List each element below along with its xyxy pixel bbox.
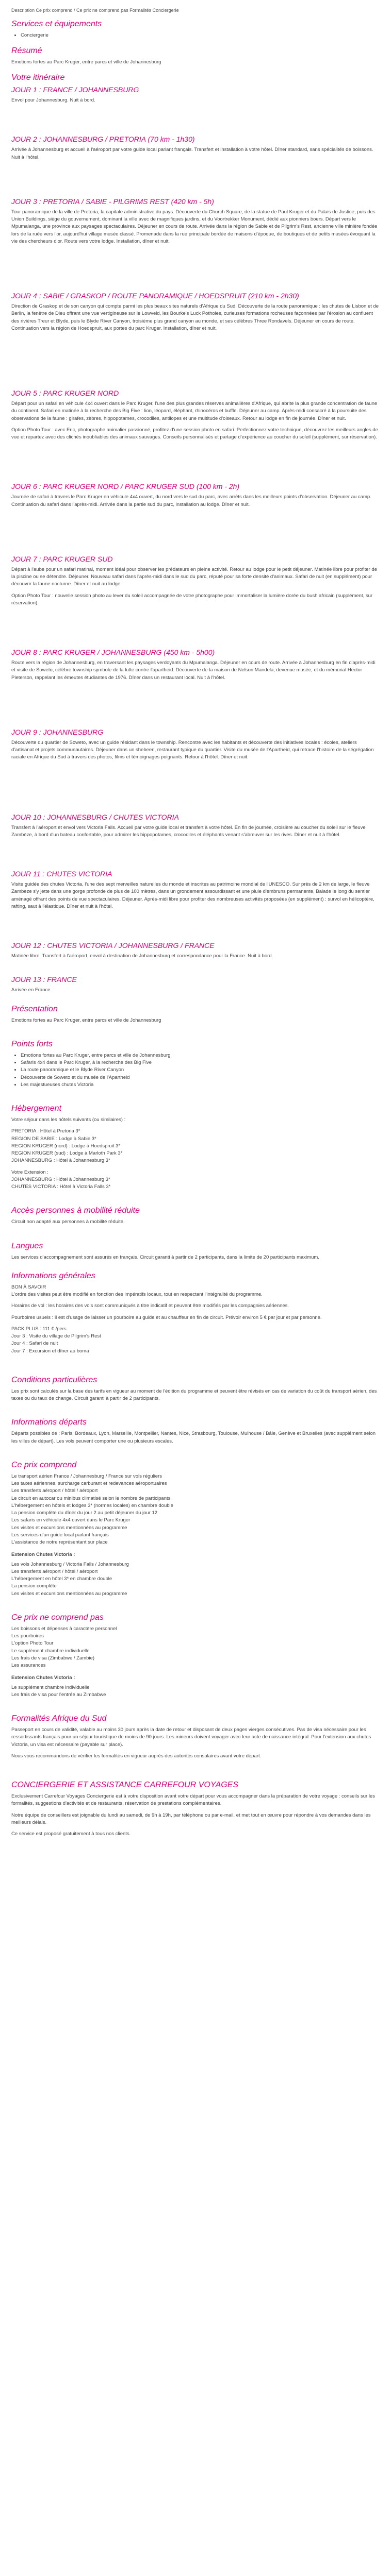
- include-line: Les visites et excursions mentionnées au programme: [11, 1524, 127, 1531]
- exclude-line: Les boissons et dépenses à caractère personnel: [11, 1625, 117, 1632]
- services-list: [11, 32, 380, 39]
- day-title: JOUR 3 : PRETORIA / SABIE - PILGRIMS REST (420 km - 5h): [11, 197, 214, 206]
- info-line: PACK PLUS : 111 € /pers: [11, 1326, 67, 1332]
- day-text: Transfert à l'aéroport et envol vers Victoria Falls. Accueil par votre guide local et transfert à votre hôtel. En fin de journée, croisière au coucher du soleil sur le fleuve Zambèze, à bord d'un bateau confortable, pour admirer les hippopotames, crocodiles et éléphants venant s'abreuver sur les rives. Dîner et nuit à l'hôtel.: [11, 824, 366, 838]
- concierge-section: [11, 1781, 380, 1838]
- day-11: [11, 870, 380, 910]
- day-text: Arrivée en France.: [11, 987, 52, 993]
- hotel-line: REGION KRUGER (sud) : Lodge à Marloth Park 3*: [11, 1150, 123, 1156]
- info-line: Pourboires usuels : il est d'usage de laisser un pourboire au guide et au chauffeur en fin de circuit. Prévoir environ 5 € par jour et par personne.: [11, 1314, 322, 1320]
- exclude-line: Les assurances: [11, 1663, 46, 1668]
- list-item: • Emotions fortes au Parc Kruger, entre parcs et ville de Johannesburg: [21, 1052, 380, 1059]
- conditions-text: Les prix sont calculés sur la base des tarifs en vigueur au moment de l'édition du programme et peuvent être révisés en cas de variation du coût du transport aérien, des taxes ou du taux de change. Circuit garanti à partir de 2 participants.: [11, 1388, 377, 1401]
- conditions-section: [11, 1376, 380, 1403]
- info-line: Jour 3 : Visite du village de Pilgrim's Rest: [11, 1333, 101, 1339]
- presentation-section: [11, 1005, 380, 1024]
- list-item: • Conciergerie: [21, 32, 380, 39]
- includes-title: Ce prix comprend: [11, 1460, 77, 1469]
- include-line: Les services d'un guide local parlant français: [11, 1532, 109, 1538]
- ext-exclude-line: Les frais de visa pour l'entrée au Zimbabwe: [11, 1691, 106, 1698]
- include-line: L'assistance de notre représentant sur place: [11, 1539, 108, 1545]
- exclude-line: L'option Photo Tour: [11, 1640, 54, 1647]
- hotel-line: REGION DE SABIE : Lodge à Sabie 3*: [11, 1136, 96, 1142]
- formalities-text: Passeport en cours de validité, valable au moins 30 jours après la date de retour et disposant de deux pages vierges consécutives. Pas de visa nécessaire pour les ressortissants français pour un séjour touristique de moins de 90 jours. Les mineurs doivent voyager avec leur acte de naissance intégral. Pour l'extension aux chutes Victoria, un visa est nécessaire (payable sur place).: [11, 1727, 371, 1748]
- day-6: [11, 482, 380, 509]
- hotel-line: Votre Extension :: [11, 1169, 48, 1175]
- access-text: Circuit non adapté aux personnes à mobilité réduite.: [11, 1219, 125, 1225]
- info-line: Jour 7 : Excursion et dîner au boma: [11, 1348, 89, 1354]
- day-extra: Option Photo Tour : avec Eric, photographe animalier passionné, profitez d'une session photo en safari. Perfectionnez votre technique, découvrez les meilleurs angles de vue et repartez avec des clichés inoubliables des animaux sauvages. Conseils personnalisés et partage d'expérience au coucher du soleil (supplément, sur réservation).: [11, 427, 378, 440]
- day-title: JOUR 10 : JOHANNESBURG / CHUTES VICTORIA: [11, 812, 179, 821]
- day-3: [11, 197, 380, 245]
- include-line: Les safaris en véhicule 4x4 ouvert dans le Parc Kruger: [11, 1517, 131, 1523]
- hotel-line: REGION KRUGER (nord) : Lodge à Hoedspruit 3*: [11, 1143, 121, 1149]
- ext-excludes-title: Extension Chutes Victoria :: [11, 1675, 75, 1681]
- day-text: Départ à l'aube pour un safari matinal, moment idéal pour observer les prédateurs en pleine activité. Retour au lodge pour le petit déjeuner. Matinée libre pour profiter de la piscine ou se détendre. Déjeuner. Nouveau safari dans l'après-midi dans le sud du parc, réputé pour sa forte densité d'animaux. Safari de nuit (en supplément) pour découvrir la faune nocturne. Dîner et nuit au lodge.: [11, 566, 377, 587]
- day-10: [11, 813, 380, 839]
- day-12: [11, 941, 380, 960]
- list-item: • Découverte de Soweto et du musée de l'Apartheid: [21, 1074, 380, 1081]
- day-text: Tour panoramique de la ville de Pretoria, la capitale administrative du pays. Découverte du Church Square, de la statue de Paul Kruger et du Palais de Justice, puis des Union Buildings, siège du gouvernement, dominant la ville avec de magnifiques jardins, et du Voortrekker Monument, dédié aux pionniers boers. Départ vers le Mpumalanga, une province aux paysages spectaculaires. Déjeuner en cours de route. Arrivée dans la région de Sabie et de Pilgrim's Rest, ancienne ville minière fondée lors de la ruée vers l'or, aujourd'hui village musée classé. Promenade dans la rue principale bordée de maisons d'époque, de boutiques et de petits musées évoquant la vie des chercheurs d'or. Route vers votre lodge. Installation, dîner et nuit.: [11, 209, 378, 244]
- hotel-line: CHUTES VICTORIA : Hôtel à Victoria Falls 3*: [11, 1184, 111, 1190]
- languages-section: [11, 1242, 380, 1261]
- ext-exclude-line: Le supplément chambre individuelle: [11, 1684, 90, 1690]
- concierge-line: Notre équipe de conseillers est joignable du lundi au samedi, de 9h à 19h, par téléphone ou par e-mail, et met tout en œuvre pour répondre à vos demandes dans les meilleurs délais.: [11, 1812, 371, 1825]
- presentation-text: Emotions fortes au Parc Kruger, entre parcs et ville de Johannesburg: [11, 1017, 161, 1023]
- departures-section: [11, 1418, 380, 1445]
- points-section: [11, 1040, 380, 1089]
- languages-title: Langues: [11, 1241, 43, 1250]
- ext-include-line: La pension complète: [11, 1583, 57, 1589]
- departures-title: Informations départs: [11, 1418, 87, 1427]
- info-line: Horaires de vol : les horaires des vols sont communiqués à titre indicatif et peuvent être modifiés par les compagnies aériennes.: [11, 1303, 289, 1309]
- day-title: JOUR 4 : SABIE / GRASKOP / ROUTE PANORAMIQUE / HOEDSPRUIT (210 km - 2h30): [11, 292, 299, 300]
- ext-include-line: Les visites et excursions mentionnées au programme: [11, 1590, 127, 1597]
- day-title: JOUR 8 : PARC KRUGER / JOHANNESBURG (450 km - 5h00): [11, 648, 215, 656]
- day-title: JOUR 12 : CHUTES VICTORIA / JOHANNESBURG / FRANCE: [11, 941, 215, 950]
- day-1: [11, 86, 380, 104]
- include-line: L'hébergement en hôtels et lodges 3* (normes locales) en chambre double: [11, 1502, 173, 1509]
- points-list: [11, 1052, 380, 1089]
- day-title: JOUR 7 : PARC KRUGER SUD: [11, 554, 113, 563]
- day-title: JOUR 6 : PARC KRUGER NORD / PARC KRUGER SUD (100 km - 2h): [11, 482, 240, 491]
- day-title: JOUR 11 : CHUTES VICTORIA: [11, 870, 112, 878]
- include-line: Les taxes aériennes, surcharge carburant et redevances aéroportuaires: [11, 1481, 167, 1486]
- formalities-title: Formalités Afrique du Sud: [11, 1714, 107, 1723]
- concierge-title: CONCIERGERIE ET ASSISTANCE CARREFOUR VOYAGES: [11, 1781, 239, 1789]
- concierge-line: Ce service est proposé gratuitement à tous nos clients.: [11, 1831, 131, 1837]
- presentation-title: Présentation: [11, 1004, 58, 1013]
- day-title: JOUR 1 : FRANCE / JOHANNESBURG: [11, 86, 139, 94]
- languages-text: Les services d'accompagnement sont assurés en français. Circuit garanti à partir de 2 participants, dans la limite de 20 participants maximum.: [11, 1254, 319, 1260]
- itinerary-section: [11, 73, 380, 994]
- conditions-title: Conditions particulières: [11, 1375, 97, 1384]
- day-text: Journée de safari à travers le Parc Kruger en véhicule 4x4 ouvert, du nord vers le sud du parc, avec arrêts dans les meilleurs points d'observation. Déjeuner au camp. Continuation du safari dans l'après-midi. Arrivée dans la partie sud du parc, installation au lodge. Dîner et nuit.: [11, 494, 371, 507]
- list-item: • Safaris 4x4 dans le Parc Kruger, à la recherche des Big Five: [21, 1059, 380, 1066]
- hotels-section: [11, 1104, 380, 1191]
- day-5: [11, 389, 380, 441]
- list-item: • La route panoramique et le Blyde River Canyon: [21, 1066, 380, 1074]
- services-section: [11, 20, 380, 39]
- access-title: Accès personnes à mobilité réduite: [11, 1206, 140, 1215]
- day-8: [11, 648, 380, 682]
- resume-text: Emotions fortes au Parc Kruger, entre parcs et ville de Johannesburg: [11, 59, 161, 65]
- ext-includes-title: Extension Chutes Victoria :: [11, 1552, 75, 1558]
- include-line: Le transport aérien France / Johannesburg / France sur vols réguliers: [11, 1473, 162, 1479]
- list-item: • Les majestueuses chutes Victoria: [21, 1081, 380, 1089]
- hotels-title: Hébergement: [11, 1104, 61, 1113]
- services-title: Services et équipements: [11, 19, 102, 28]
- day-text: Visite guidée des chutes Victoria, l'une des sept merveilles naturelles du monde et inscrites au patrimoine mondial de l'UNESCO. Sur près de 2 km de large, le fleuve Zambèze s'y jette dans une gorge profonde de plus de 100 mètres, dans un grondement assourdissant et une pluie d'embruns permanente. Balade le long du sentier aménagé offrant des points de vue spectaculaires. Déjeuner. Après-midi libre pour profiter des nombreuses activités proposées (en supplément) : survol en hélicoptère, rafting, saut à l'élastique. Dîner et nuit à l'hôtel.: [11, 882, 374, 909]
- day-text: Arrivée à Johannesburg et accueil à l'aéroport par votre guide local parlant français. Transfert et installation à votre hôtel. Dîner standard, sans spécialités de boissons. Nuit à l'hôtel.: [11, 147, 373, 160]
- info-section: [11, 1272, 380, 1355]
- includes-section: [11, 1461, 380, 1598]
- day-9: [11, 728, 380, 761]
- day-text: Envol pour Johannesburg. Nuit à bord.: [11, 97, 95, 103]
- day-text: Découverte du quartier de Soweto, avec un guide résidant dans le township. Rencontre avec les habitants et découverte des initiatives locales : écoles, ateliers d'artisanat et projets communautaires. Déjeuner dans un shebeen, restaurant typique du quartier. Visite du musée de l'Apartheid, qui retrace l'histoire de la ségrégation raciale en Afrique du Sud à travers des photos, films et témoignages poignants. Retour à l'hôtel. Dîner et nuit.: [11, 739, 374, 760]
- day-4: [11, 292, 380, 332]
- resume-section: [11, 46, 380, 66]
- formalities-section: [11, 1714, 380, 1760]
- itinerary-title: Votre itinéraire: [11, 73, 65, 82]
- info-line: Jour 4 : Safari de nuit: [11, 1341, 58, 1347]
- exclude-line: Les pourboires: [11, 1633, 44, 1639]
- excludes-title: Ce prix ne comprend pas: [11, 1613, 104, 1622]
- hotel-line: PRETORIA : Hôtel à Pretoria 3*: [11, 1128, 80, 1134]
- day-7: [11, 555, 380, 607]
- formalities-note: Nous vous recommandons de vérifier les formalités en vigueur auprès des autorités consulaires avant votre départ.: [11, 1753, 262, 1759]
- excludes-section: [11, 1613, 380, 1699]
- ext-include-line: L'hébergement en hôtel 3* en chambre double: [11, 1576, 112, 1582]
- include-line: Les transferts aéroport / hôtel / aéroport: [11, 1488, 98, 1494]
- points-title: Points forts: [11, 1039, 53, 1048]
- day-title: JOUR 13 : FRANCE: [11, 975, 77, 984]
- day-13: [11, 975, 380, 994]
- concierge-line: Exclusivement Carrefour Voyages Conciergerie est à votre disposition avant votre départ pour vous accompagner dans la préparation de votre voyage : conseils sur les formalités, suggestions d'activités et de restaurants, réservation de prestations complémentaires.: [11, 1793, 375, 1807]
- ext-include-line: Les vols Johannesburg / Victoria Falls / Johannesburg: [11, 1561, 129, 1567]
- day-text: Départ pour un safari en véhicule 4x4 ouvert dans le Parc Kruger, l'une des plus grandes réserves animalières d'Afrique, qui abrite la plus grande concentration de faune du continent. Safari en matinée à la recherche des Big Five : lion, léopard, éléphant, rhinocéros et buffle. Déjeuner au camp. Après-midi consacré à la poursuite des observations de la faune : girafes, zèbres, hippopotames, crocodiles, antilopes et une multitude d'oiseaux. Retour au lodge en fin de journée. Dîner et nuit.: [11, 401, 378, 421]
- day-extra: Option Photo Tour : nouvelle session photo au lever du soleil accompagnée de votre photographe pour immortaliser la lumière dorée du bush africain (supplément, sur réservation).: [11, 592, 373, 606]
- exclude-line: Les frais de visa (Zimbabwe / Zambie): [11, 1655, 95, 1661]
- day-text: Direction de Graskop et de son canyon qui compte parmi les plus beaux sites naturels d'Afrique du Sud. Découverte de la route panoramique : les chutes de Lisbon et de Berlin, la fenêtre de Dieu offrant une vue vertigineuse sur le Lowveld, les Bourke's Luck Potholes, curieuses formations rocheuses façonnées par l'érosion au confluent des rivières Treur et Blyde, puis le Blyde River Canyon, troisième plus grand canyon au monde, et ses célèbres Three Rondavels. Déjeuner en cours de route. Continuation vers la région de Hoedspruit, aux portes du parc Kruger. Installation, dîner et nuit.: [11, 303, 379, 331]
- day-2: [11, 135, 380, 161]
- ext-include-line: Les transferts aéroport / hôtel / aéroport: [11, 1568, 98, 1574]
- day-title: JOUR 2 : JOHANNESBURG / PRETORIA (70 km - 1h30): [11, 135, 195, 144]
- info-line: BON À SAVOIR: [11, 1284, 46, 1290]
- day-text: Route vers la région de Johannesburg, en traversant les paysages verdoyants du Mpumalanga. Déjeuner en cours de route. Arrivée à Johannesburg en fin d'après-midi et visite de Soweto, célèbre township symbole de la lutte contre l'apartheid. Découverte de la maison de Nelson Mandela, devenue musée, et du mémorial Hector Pieterson, rappelant les émeutes étudiantes de 1976. Dîner dans un restaurant local. Nuit à l'hôtel.: [11, 660, 376, 681]
- access-section: [11, 1206, 380, 1226]
- departures-text: Départs possibles de : Paris, Bordeaux, Lyon, Marseille, Montpellier, Nantes, Nice, Strasbourg, Toulouse, Mulhouse / Bâle, Genève et Bruxelles (avec supplément selon les villes de départ). Les vols peuvent comporter une ou plusieurs escales.: [11, 1431, 376, 1444]
- include-line: La pension complète du dîner du jour 2 au petit déjeuner du jour 12: [11, 1510, 158, 1516]
- hotel-line: JOHANNESBURG : Hôtel à Johannesburg 3*: [11, 1158, 110, 1164]
- exclude-line: Le supplément chambre individuelle: [11, 1648, 90, 1654]
- info-title: Informations générales: [11, 1271, 95, 1280]
- info-line: L'ordre des visites peut être modifié en fonction des impératifs locaux, tout en respectant l'intégralité du programme.: [11, 1292, 263, 1297]
- day-text: Matinée libre. Transfert à l'aéroport, envol à destination de Johannesburg et correspondance pour la France. Nuit à bord.: [11, 953, 273, 959]
- resume-title: Résumé: [11, 46, 42, 55]
- include-line: Le circuit en autocar ou minibus climatisé selon le nombre de participants: [11, 1495, 171, 1501]
- day-title: JOUR 5 : PARC KRUGER NORD: [11, 389, 119, 397]
- hotel-line: JOHANNESBURG : Hôtel à Johannesburg 3*: [11, 1176, 110, 1182]
- day-title: JOUR 9 : JOHANNESBURG: [11, 727, 104, 736]
- intro-text: Description Ce prix comprend / Ce prix ne comprend pas Formalités Conciergerie: [11, 8, 179, 13]
- hotels-intro: Votre séjour dans les hôtels suivants (ou similaires) :: [11, 1117, 126, 1123]
